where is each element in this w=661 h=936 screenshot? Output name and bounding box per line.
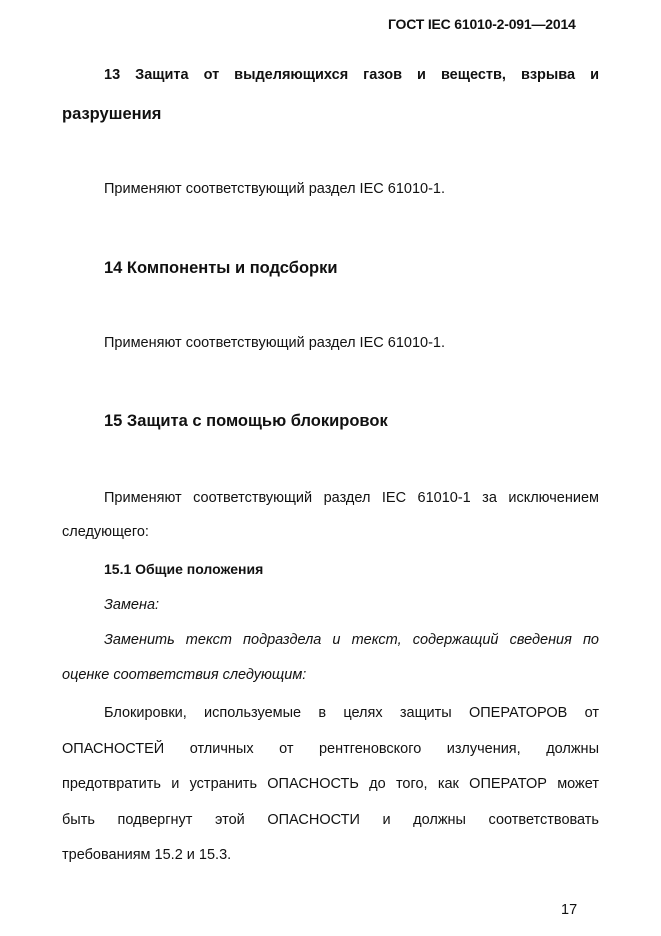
paragraph-line3: предотвратить и устранить ОПАСНОСТЬ до того, как ОПЕРАТОР может <box>62 776 599 792</box>
paragraph-line2: ОПАСНОСТЕЙ отличных от рентгеновского излучения, должны <box>62 741 599 757</box>
section-13-text: Применяют соответствующий раздел IEC 61010-1. <box>104 181 445 197</box>
instruction-line1: Заменить текст подраздела и текст, содержащий сведения по <box>104 632 599 648</box>
section-15-intro-line2: следующего: <box>62 524 149 540</box>
section-13-title-line1: 13 Защита от выделяющихся газов и веществ, взрыва и <box>104 67 599 83</box>
paragraph-line4: быть подвергнут этой ОПАСНОСТИ и должны соответствовать <box>62 812 599 828</box>
page-number: 17 <box>561 902 578 918</box>
section-13-title-line2: разрушения <box>62 105 162 123</box>
paragraph-line1: Блокировки, используемые в целях защиты ОПЕРАТОРОВ от <box>104 705 599 721</box>
document-header: ГОСТ IEC 61010-2-091—2014 <box>388 16 576 32</box>
paragraph-line5: требованиям 15.2 и 15.3. <box>62 847 232 863</box>
section-15-title: 15 Защита с помощью блокировок <box>104 412 388 430</box>
section-15-intro-line1: Применяют соответствующий раздел IEC 61010-1 за исключением <box>104 490 599 506</box>
instruction-line2: оценке соответствия следующим: <box>62 667 307 683</box>
replace-label: Замена: <box>104 597 160 613</box>
section-14-text: Применяют соответствующий раздел IEC 61010-1. <box>104 335 445 351</box>
subsection-15-1-title: 15.1 Общие положения <box>104 561 264 577</box>
section-14-title: 14 Компоненты и подсборки <box>104 259 338 277</box>
